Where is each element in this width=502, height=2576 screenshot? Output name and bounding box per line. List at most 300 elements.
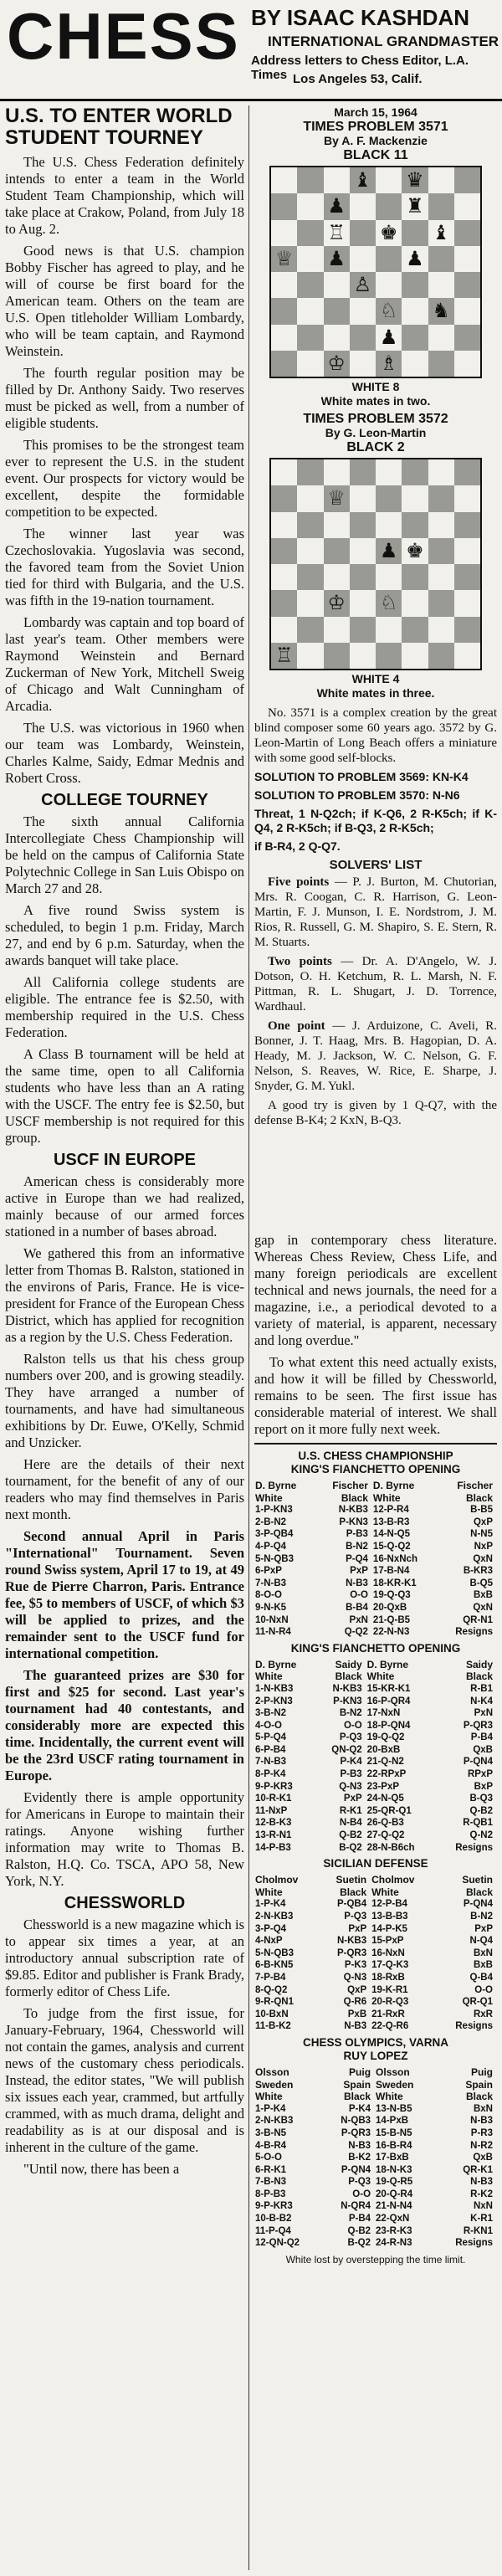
- move-cell: PxP: [348, 1923, 367, 1934]
- board-square: ♔: [324, 351, 350, 377]
- move-cell: 18-P-QN4: [366, 1720, 411, 1731]
- board-square: [376, 512, 402, 538]
- board-square: ♘: [376, 590, 402, 616]
- board-square: ♟: [324, 246, 350, 272]
- solvers-two-names: Dr. A. D'Angelo, W. J. Dotson, O. H. Ketchum, R. L. Marsh, N. F. Pittman, R. L. Shugart, J. D. Torrence, Wardhaul.: [254, 955, 497, 1013]
- move-cell: Olsson: [376, 2065, 410, 2078]
- subhead-college-tourney: COLLEGE TOURNEY: [41, 791, 208, 809]
- move-row: [254, 2237, 497, 2250]
- column-title: CHESS: [7, 0, 240, 73]
- move-cell: 11-NxP: [255, 1805, 288, 1816]
- board-square: [324, 617, 350, 643]
- move-cell: Resigns: [455, 1627, 493, 1638]
- bold-paragraph: The guaranteed prizes are $30 for first and $25 for second. Last year's tournament had 40 contestants, and considerably more are expected this time. Incidentally, the current event will be the 23rd USCF rating tournament in Europe.: [5, 1667, 244, 1783]
- paragraph: The fourth regular position may be filled by Dr. Anthony Saidy. Two reserves must be picked as well, from a number of eligible students.: [5, 365, 244, 431]
- move-cell: 21-Q-B5: [372, 1614, 411, 1625]
- move-cell: Spain: [343, 2078, 371, 2091]
- board-square: [454, 617, 480, 643]
- move-cell: 17-NxN: [366, 1708, 401, 1719]
- move-cell: N-KB3: [338, 1505, 368, 1516]
- move-cell: Puig: [349, 2065, 371, 2078]
- board-square: [271, 167, 297, 193]
- continued-paragraph: To what extent this need actually exists, and how it will be filled by Chessworld, remains to be seen. The first issue has considerable material of interest. We shall report on it more fully next week.: [254, 1354, 497, 1437]
- board-square: [271, 351, 297, 377]
- divider: [254, 1443, 497, 1445]
- move-cell: B-Q2: [347, 2238, 371, 2249]
- board-square: [428, 325, 454, 351]
- board-square: ♚: [376, 220, 402, 246]
- move-cell: 11-N-R4: [255, 1627, 291, 1638]
- move-cell: White: [255, 1491, 283, 1504]
- move-cell: 1-N-KB3: [255, 1683, 294, 1694]
- move-row: [254, 1744, 497, 1757]
- move-cell: 24-R-N3: [376, 2238, 412, 2249]
- paragraph: The U.S. was victorious in 1960 when our team was Lombardy, Weinstein, Charles Kalme, Saidy, Edmar Mednis and Robert Cross.: [5, 720, 244, 786]
- move-cell: 13-N-B5: [376, 2103, 412, 2114]
- board-square: [297, 298, 323, 324]
- move-cell: NxP: [474, 1541, 493, 1552]
- player-header-row: [254, 1670, 497, 1683]
- board-square: [350, 193, 376, 219]
- move-cell: 3-B-N5: [255, 2127, 287, 2138]
- move-cell: Fischer: [332, 1480, 368, 1491]
- board-square: ♕: [324, 485, 350, 511]
- solution-line: Threat, 1 N-Q2ch; if K-Q6, 2 R-K5ch; if K-Q4, 2 R-K5ch; if B-Q3, 2 R-K5ch;: [254, 807, 497, 834]
- move-cell: 14-P-B3: [255, 1842, 291, 1853]
- solvers-note: A good try is given by 1 Q-Q7, with the defense B-K4; 2 KxN, B-Q3.: [254, 1099, 497, 1127]
- move-cell: N-B3: [348, 2140, 371, 2151]
- move-cell: N-N5: [470, 1529, 493, 1540]
- paragraphs-a: [5, 154, 244, 787]
- move-cell: PxN: [474, 1708, 493, 1719]
- board-square: [324, 459, 350, 485]
- move-cell: 18-RxB: [371, 1972, 405, 1983]
- move-cell: 7-N-B3: [255, 1578, 287, 1588]
- move-cell: 22-N-N3: [372, 1627, 410, 1638]
- bold-paragraph: Second annual April in Paris "International" Tournament. Seven round Swiss system, April 17 to 19, at 49 Rue de Pierre Charron, Paris. Entrance fee, $5 to members of USCF, of which $3 will be applied to prizes, and the remainder sent to the USCF fund for international competition.: [5, 1528, 244, 1661]
- move-cell: Resigns: [455, 1842, 493, 1853]
- board-square: [297, 590, 323, 616]
- move-cell: 20-BxB: [366, 1744, 401, 1755]
- board-square: [402, 485, 428, 511]
- move-cell: 15-KR-K1: [366, 1683, 411, 1694]
- move-cell: N-QR4: [341, 2201, 371, 2212]
- move-cell: 13-B-B3: [371, 1911, 408, 1922]
- move-cell: Black: [465, 1886, 493, 1898]
- move-cell: 16-NxNch: [372, 1553, 417, 1564]
- address-line-2: Los Angeles 53, Calif.: [293, 72, 423, 86]
- move-cell: Fischer: [457, 1480, 493, 1491]
- move-row: [254, 1732, 497, 1744]
- move-cell: N-R2: [470, 2140, 493, 2151]
- board-square: [271, 272, 297, 298]
- move-cell: B-N2: [346, 1541, 368, 1552]
- move-row: [254, 2127, 497, 2140]
- problem-2-black-count: BLACK 2: [346, 440, 405, 454]
- move-cell: P-KN3: [339, 1516, 368, 1527]
- move-cell: 10-BxN: [255, 2009, 289, 2019]
- board-square: [402, 351, 428, 377]
- move-cell: 19-K-R1: [371, 1984, 408, 1995]
- move-cell: Q-B2: [339, 1830, 362, 1841]
- player-header-row: [254, 1492, 497, 1505]
- move-cell: Black: [465, 1491, 493, 1504]
- move-cell: QxN: [473, 1553, 493, 1564]
- board-square: [271, 512, 297, 538]
- board-square: [350, 351, 376, 377]
- move-cell: 23-R-K3: [376, 2225, 412, 2236]
- move-cell: 16-P-QR4: [366, 1696, 411, 1706]
- problem-note: No. 3571 is a complex creation by the great blind composer some 60 years ago. 3572 by G. Leon-Martin of Long Beach offers a miniature with some good self-blocks.: [254, 706, 497, 765]
- board-square: [376, 272, 402, 298]
- move-cell: Black: [341, 1491, 368, 1504]
- move-cell: P-QN4: [463, 1757, 493, 1768]
- board-square: ♟: [402, 246, 428, 272]
- board-square: ♚: [402, 538, 428, 564]
- board-square: [350, 538, 376, 564]
- move-row: [254, 1972, 497, 1984]
- board-square: [402, 272, 428, 298]
- problem-2-white-count: WHITE 4: [351, 672, 400, 685]
- move-cell: P-QN4: [341, 2164, 371, 2175]
- move-cell: BxN: [473, 2103, 493, 2114]
- move-cell: Q-Q2: [344, 1627, 368, 1638]
- move-cell: 3-P-QB4: [255, 1529, 294, 1540]
- move-cell: 20-R-Q3: [371, 1997, 409, 2008]
- board-square: ♟: [376, 325, 402, 351]
- move-cell: 17-Q-K3: [371, 1960, 409, 1971]
- move-cell: B-B5: [470, 1505, 493, 1516]
- board-square: [454, 220, 480, 246]
- move-row: [254, 1720, 497, 1732]
- move-cell: 5-P-Q4: [255, 1732, 287, 1743]
- move-cell: 6-P-B4: [255, 1744, 286, 1755]
- move-cell: 7-B-N3: [255, 2177, 287, 2188]
- board-square: [297, 459, 323, 485]
- move-cell: 10-B-B2: [255, 2214, 292, 2224]
- board-square: [350, 298, 376, 324]
- move-cell: 13-B-R3: [372, 1516, 410, 1527]
- move-cell: QxB: [473, 2153, 493, 2163]
- move-row: [254, 1781, 497, 1793]
- move-cell: 9-P-KR3: [255, 2201, 293, 2212]
- board-square: [454, 512, 480, 538]
- move-cell: PxN: [349, 1614, 368, 1625]
- move-cell: 13-R-N1: [255, 1830, 292, 1841]
- board-square: [454, 246, 480, 272]
- board-square: [350, 564, 376, 590]
- board-square: ♟: [376, 538, 402, 564]
- move-cell: N-B3: [470, 2116, 493, 2127]
- board-square: [454, 590, 480, 616]
- move-cell: 4-B-R4: [255, 2140, 287, 2151]
- move-cell: P-K3: [344, 1960, 367, 1971]
- move-cell: Black: [340, 1886, 367, 1898]
- board-square: [402, 512, 428, 538]
- move-cell: 3-B-N2: [255, 1708, 287, 1719]
- paragraph: All California college students are eligible. The entrance fee is $2.50, with membership required in the U.S. Chess Federation.: [5, 974, 244, 1040]
- move-cell: R-QB1: [463, 1818, 493, 1829]
- move-cell: White: [255, 2091, 283, 2103]
- paragraph: The winner last year was Czechoslovakia. Yugoslavia was second, the favored team from the Soviet Union tied for third with Bulgaria, and the U.S. was fifth in the 19-nation tournament.: [5, 526, 244, 608]
- move-row: [254, 1683, 497, 1696]
- move-cell: Resigns: [455, 2021, 493, 2032]
- event-title: CHESS OLYMPICS, VARNA: [302, 2035, 449, 2049]
- move-cell: 16-NxN: [371, 1947, 405, 1958]
- board-square: [454, 538, 480, 564]
- move-row: [254, 1504, 497, 1516]
- move-cell: 20-Q-R4: [376, 2189, 413, 2199]
- opening-title: KING'S FIANCHETTO OPENING: [290, 1641, 461, 1655]
- board-square: [428, 246, 454, 272]
- move-cell: D. Byrne: [372, 1480, 415, 1491]
- move-row: [254, 2189, 497, 2201]
- move-cell: White: [366, 1670, 395, 1683]
- move-cell: Saidy: [335, 1658, 362, 1670]
- game-2-heading: [254, 1642, 497, 1655]
- move-cell: 1-P-K4: [255, 1899, 286, 1910]
- move-cell: 18-KR-K1: [372, 1578, 417, 1588]
- move-cell: 6-R-K1: [255, 2164, 287, 2175]
- move-cell: 5-N-QB3: [255, 1947, 295, 1958]
- board-square: [324, 298, 350, 324]
- move-cell: N-Q4: [469, 1936, 493, 1947]
- move-row: [254, 1923, 497, 1936]
- board-square: [428, 643, 454, 669]
- board-square: [454, 298, 480, 324]
- move-cell: 19-Q-R5: [376, 2177, 413, 2188]
- move-cell: 10-R-K1: [255, 1793, 292, 1804]
- move-cell: 7-N-B3: [255, 1757, 287, 1768]
- move-cell: 14-PxB: [376, 2116, 409, 2127]
- paragraph: "Until now, there has been a: [23, 2161, 180, 2177]
- move-cell: White: [371, 1886, 399, 1898]
- move-cell: N-KB3: [336, 1936, 367, 1947]
- move-cell: Saidy: [465, 1658, 493, 1670]
- move-cell: 15-B-N5: [376, 2127, 412, 2138]
- move-cell: 8-P-B3: [255, 2189, 286, 2199]
- player-header-row: [254, 1874, 497, 1886]
- move-cell: 12-P-B4: [371, 1899, 407, 1910]
- move-cell: D. Byrne: [366, 1658, 409, 1670]
- move-cell: Q-B4: [469, 1972, 493, 1983]
- paragraph: Ralston tells us that his chess group numbers over 200, and is growing steadily. They have arranged a number of tournaments, and have had simultaneous exhibitions by Dr. Euwe, O'Kelly, Schmid and Unzicker.: [5, 1351, 244, 1450]
- paragraph: We gathered this from an informative letter from Thomas B. Ralston, stationed in the environs of Paris, France. He is vice-president for France of the European Chess District, which has applied for recognition as a region by the U.S. Chess Federation.: [5, 1245, 244, 1345]
- board-square: ♗: [376, 351, 402, 377]
- move-cell: P-QB4: [336, 1899, 367, 1910]
- move-cell: P-R3: [470, 2127, 493, 2138]
- move-cell: N-QB3: [341, 2116, 371, 2127]
- move-cell: QxP: [347, 1984, 367, 1995]
- move-cell: P-QN4: [463, 1899, 493, 1910]
- solution-line: if B-R4, 2 Q-Q7.: [254, 839, 341, 853]
- move-cell: Q-B2: [347, 2225, 371, 2236]
- move-row: [254, 2213, 497, 2225]
- move-cell: 8-Q-Q2: [255, 1984, 288, 1995]
- move-cell: 19-Q-Q3: [372, 1590, 411, 1601]
- move-cell: R-KN1: [463, 2225, 493, 2236]
- problem-1-title: TIMES PROBLEM 3571: [303, 120, 448, 134]
- move-row: [254, 2152, 497, 2164]
- board-square: [454, 564, 480, 590]
- solvers-one-names: J. Arduizone, C. Aveli, R. Bonner, J. T. Haag, Mrs. B. Hagopian, D. A. Heady, M. J. Jackson, W. C. Nelson, G. F. Nelson, S. Reaves, W. Rice, E. Sharpe, J. Snyder, G. M. Yukl.: [254, 1019, 498, 1093]
- move-cell: Q-N3: [339, 1781, 362, 1792]
- move-cell: N-B3: [346, 1578, 368, 1588]
- board-square: [271, 617, 297, 643]
- move-cell: Cholmov: [255, 1874, 299, 1886]
- move-row: [254, 1528, 497, 1541]
- move-row: [254, 1541, 497, 1553]
- move-row: [254, 1947, 497, 1960]
- paragraph: Here are the details of their next tournament, for the benefit of any of our readers who may find themselves in Paris next month.: [5, 1456, 244, 1522]
- board-square: [271, 459, 297, 485]
- board-square: [271, 298, 297, 324]
- problem-1-black-count: BLACK 11: [343, 148, 408, 162]
- move-row: [254, 1614, 497, 1627]
- board-square: [402, 590, 428, 616]
- article-column: [5, 105, 244, 2183]
- problem-2-title: TIMES PROBLEM 3572: [303, 412, 448, 426]
- move-cell: Spain: [465, 2078, 493, 2091]
- problem-2-header: [254, 412, 497, 454]
- move-cell: 18-N-K3: [376, 2164, 412, 2175]
- move-cell: 26-Q-B3: [366, 1818, 404, 1829]
- move-cell: BxB: [473, 1960, 493, 1971]
- move-row: [254, 1935, 497, 1947]
- move-row: [254, 2225, 497, 2238]
- move-cell: White: [255, 1670, 283, 1683]
- masthead: [0, 0, 502, 101]
- move-cell: P-KN3: [333, 1696, 362, 1706]
- move-row: [254, 1516, 497, 1529]
- board-square: [376, 617, 402, 643]
- board-square: [297, 351, 323, 377]
- problem-1-header: [254, 105, 497, 162]
- move-cell: 12-QN-Q2: [255, 2238, 300, 2249]
- move-cell: 6-PxP: [255, 1566, 282, 1577]
- board-square: ♟: [324, 193, 350, 219]
- solution-line: SOLUTION TO PROBLEM 3570: N-N6: [254, 788, 460, 802]
- board-square: [350, 590, 376, 616]
- move-row: [254, 1626, 497, 1639]
- board-square: [297, 325, 323, 351]
- board-square: [428, 272, 454, 298]
- move-row: [254, 1911, 497, 1923]
- move-cell: 5-O-O: [255, 2153, 282, 2163]
- board-square: [454, 167, 480, 193]
- move-cell: P-Q3: [348, 2177, 371, 2188]
- problem-1-author: By A. F. Mackenzie: [324, 134, 428, 147]
- move-cell: B-N2: [339, 1708, 362, 1719]
- move-cell: PxB: [347, 2009, 367, 2019]
- board-square: ♙: [350, 272, 376, 298]
- board-square: ♔: [324, 590, 350, 616]
- move-row: [254, 2140, 497, 2153]
- problem-date: March 15, 1964: [334, 105, 417, 119]
- paragraph: This promises to be the strongest team ever to represent the U.S. in the student event. Our prospects for victory would be excellent, despite the formidable competition to be expected.: [5, 437, 244, 520]
- move-cell: P-K4: [340, 1757, 362, 1768]
- move-cell: 12-P-R4: [372, 1505, 409, 1516]
- move-cell: Black: [465, 2091, 493, 2103]
- move-cell: Suetin: [336, 1874, 367, 1886]
- board-square: [428, 167, 454, 193]
- move-row: [254, 1793, 497, 1805]
- move-row: [254, 2103, 497, 2116]
- game-score-olsson-puig: [254, 2066, 497, 2250]
- board-square: [297, 617, 323, 643]
- board-square: [350, 512, 376, 538]
- board-square: [454, 351, 480, 377]
- move-cell: White: [376, 2091, 403, 2103]
- move-cell: 20-QxB: [372, 1602, 407, 1613]
- move-cell: QxP: [473, 1516, 493, 1527]
- move-cell: Suetin: [462, 1874, 493, 1886]
- board-square: [402, 325, 428, 351]
- move-cell: P-B3: [346, 1529, 368, 1540]
- move-cell: 7-P-B4: [255, 1972, 286, 1983]
- move-cell: 24-N-Q5: [366, 1793, 404, 1804]
- move-cell: P-B3: [340, 1769, 362, 1780]
- move-row: [254, 2009, 497, 2021]
- byline: BY ISAAC KASHDAN: [251, 5, 469, 30]
- move-cell: B-Q3: [469, 1793, 493, 1804]
- move-cell: 6-B-KN5: [255, 1960, 294, 1971]
- move-cell: BxP: [474, 1781, 493, 1792]
- move-cell: N-B3: [470, 2177, 493, 2188]
- board-square: [297, 643, 323, 669]
- move-cell: 2-P-KN3: [255, 1696, 293, 1706]
- board-square: [454, 485, 480, 511]
- move-cell: PxP: [474, 1923, 493, 1934]
- board-square: [402, 459, 428, 485]
- move-cell: 27-Q-Q2: [366, 1830, 405, 1841]
- board-square: [350, 617, 376, 643]
- address-line-1: Address letters to Chess Editor, L.A. Times: [251, 54, 469, 82]
- solvers-five-label: Five points: [268, 875, 330, 889]
- move-cell: 12-B-K3: [255, 1818, 292, 1829]
- move-cell: 19-Q-Q2: [366, 1732, 405, 1743]
- board-square: ♖: [271, 643, 297, 669]
- board-square: [454, 193, 480, 219]
- board-square: [376, 485, 402, 511]
- move-cell: P-QR3: [336, 1947, 367, 1958]
- player-header-row: [254, 1480, 497, 1492]
- move-cell: 21-N-N4: [376, 2201, 412, 2212]
- board-square: [402, 220, 428, 246]
- board-square: [428, 193, 454, 219]
- problem-1-white-count: WHITE 8: [351, 380, 400, 393]
- paragraph: Good news is that U.S. champion Bobby Fischer has agreed to play, and he will of course be first board for the American team. Others on the team are U.S. Open titleholder William Lombardy, who will be team captain, and Raymond Weinstein.: [5, 243, 244, 359]
- move-row: [254, 1959, 497, 1972]
- move-row: [254, 2200, 497, 2213]
- board-square: [297, 167, 323, 193]
- move-cell: B-KR3: [463, 1566, 493, 1577]
- game-3-heading: [254, 1857, 497, 1870]
- move-row: [254, 2115, 497, 2127]
- board-square: ♞: [428, 298, 454, 324]
- board-square: ♝: [428, 220, 454, 246]
- column-divider: [248, 105, 249, 2570]
- move-cell: 1-P-KN3: [255, 1505, 293, 1516]
- move-row: [254, 1707, 497, 1720]
- move-cell: QR-N1: [463, 1614, 493, 1625]
- move-cell: 17-B-N4: [372, 1566, 410, 1577]
- move-row: [254, 1805, 497, 1818]
- board-square: [402, 564, 428, 590]
- board-square: [428, 459, 454, 485]
- move-cell: D. Byrne: [255, 1480, 297, 1491]
- game-score-byrne-fischer: [254, 1480, 497, 1639]
